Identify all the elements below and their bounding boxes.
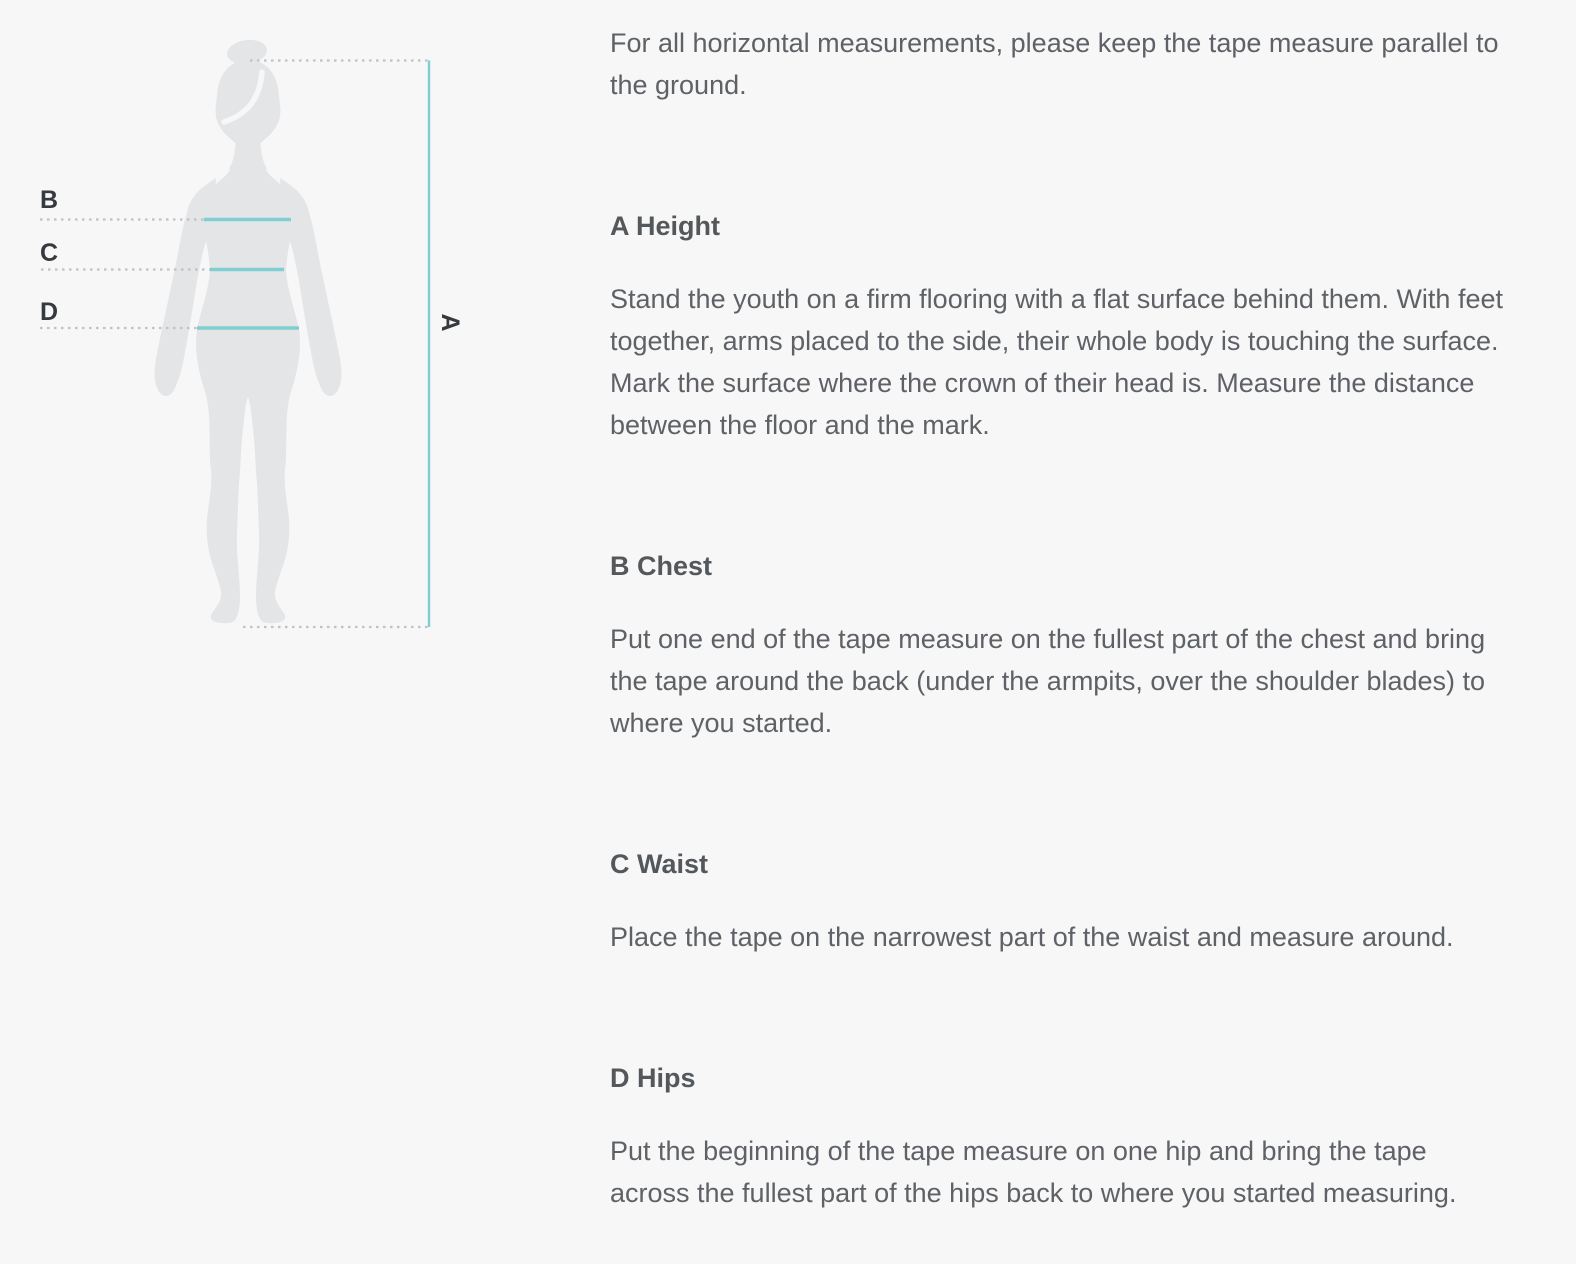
size-guide-figure [0,0,600,650]
label-height: A [436,313,464,333]
section-heading-chest: B Chest [610,551,713,581]
intro-text: For all horizontal measurements, please keep the tape measure parallel to the ground. [610,28,1499,100]
section-body-chest: Put one end of the tape measure on the fullest part of the chest and bring the tape around the back (under the armpits, over the shoulder blades) to where you started. [610,624,1486,738]
torso-legs-shape [196,165,300,623]
section-hips [610,1057,1512,1214]
section-height [610,205,1512,446]
section-waist [610,843,1512,958]
instructions-panel [610,0,1512,1214]
section-chest [610,545,1512,744]
section-heading-hips: D Hips [610,1063,696,1093]
section-body-waist: Place the tape on the narrowest part of the waist and measure around. [610,922,1454,952]
body-silhouette [155,37,342,623]
label-waist: C [40,239,60,267]
label-chest: B [40,186,60,214]
section-heading-height: A Height [610,211,720,241]
section-heading-waist: C Waist [610,849,709,879]
measurement-diagram [0,0,600,650]
section-body-hips: Put the beginning of the tape measure on one hip and bring the tape across the fullest part of the hips back to where you started measuring. [610,1136,1457,1208]
section-body-height: Stand the youth on a firm flooring with a flat surface behind them. With feet together, arms placed to the side, their whole body is touching the surface. Mark the surface where the crown of their head is. Measure the distance between the floor and the mark. [610,284,1503,440]
label-hips: D [40,298,60,326]
